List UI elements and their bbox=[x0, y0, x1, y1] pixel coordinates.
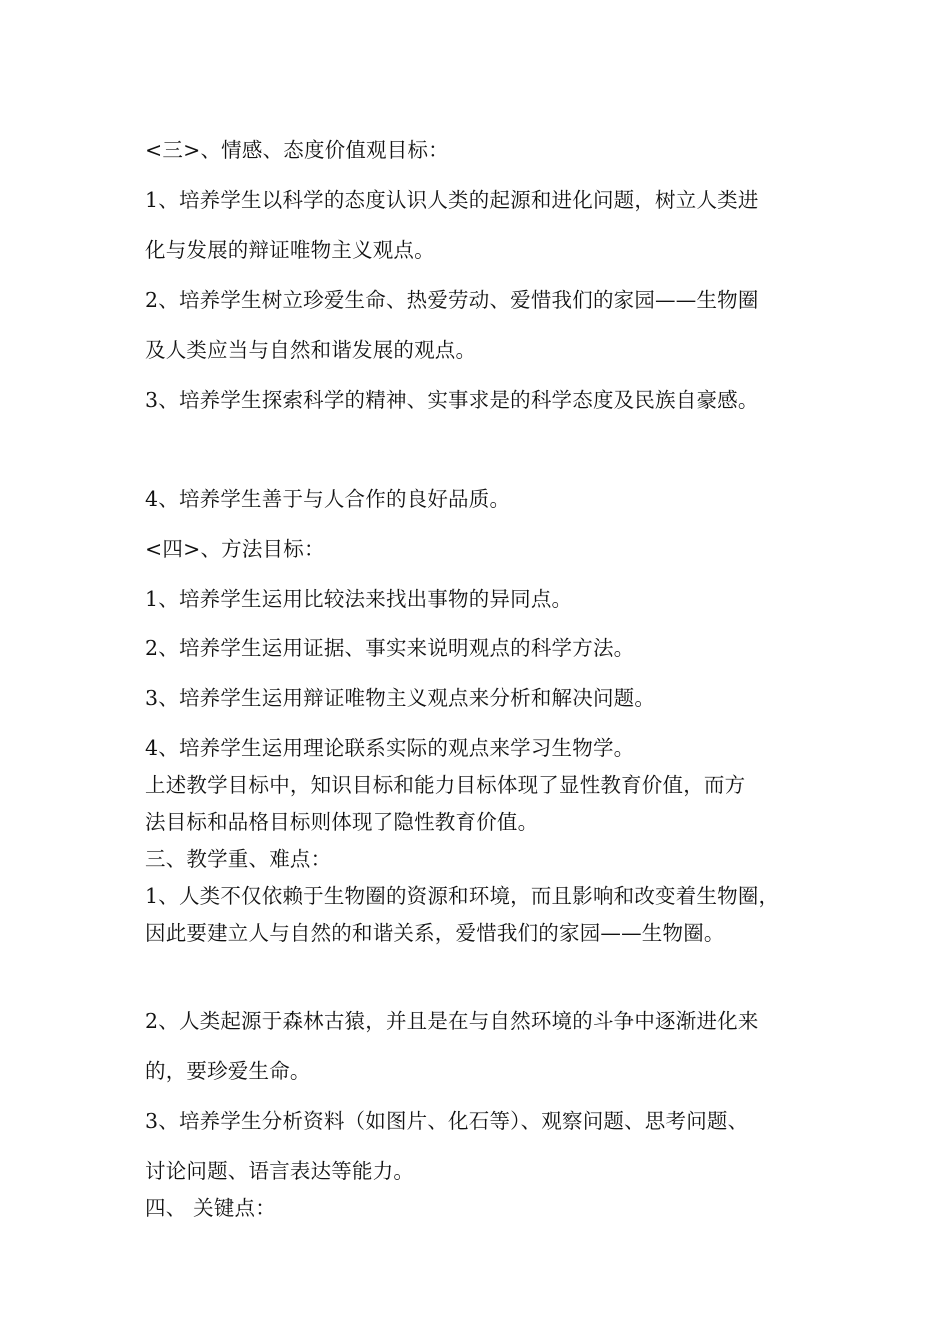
paragraph-line: 2、培养学生树立珍爱生命、热爱劳动、爱惜我们的家园——生物圈 bbox=[145, 288, 759, 312]
paragraph-line: 4、培养学生善于与人合作的良好品质。 bbox=[145, 487, 511, 511]
paragraph-line: 3、培养学生探索科学的精神、实事求是的科学态度及民族自豪感。 bbox=[145, 388, 759, 412]
paragraph-line: 讨论问题、语言表达等能力。 bbox=[145, 1159, 415, 1183]
paragraph-line: 1、人类不仅依赖于生物圈的资源和环境，而且影响和改变着生物圈， bbox=[145, 884, 780, 908]
paragraph-line: 3、培养学生分析资料（如图片、化石等）、观察问题、思考问题、 bbox=[145, 1109, 749, 1133]
paragraph-line: 1、培养学生运用比较法来找出事物的异同点。 bbox=[145, 587, 573, 611]
paragraph-line: 1、培养学生以科学的态度认识人类的起源和进化问题，树立人类进 bbox=[145, 188, 759, 212]
paragraph-line: 因此要建立人与自然的和谐关系，爱惜我们的家园——生物圈。 bbox=[145, 921, 725, 945]
paragraph-line: 及人类应当与自然和谐发展的观点。 bbox=[145, 338, 477, 362]
section-heading-key-points: 四、 关键点： bbox=[145, 1196, 276, 1220]
paragraph-line: 4、培养学生运用理论联系实际的观点来学习生物学。 bbox=[145, 736, 635, 760]
paragraph-line: 3、培养学生运用辩证唯物主义观点来分析和解决问题。 bbox=[145, 686, 656, 710]
section-heading-affective-goals: <三>、情感、态度价值观目标： bbox=[145, 138, 449, 162]
paragraph-line: 2、培养学生运用证据、事实来说明观点的科学方法。 bbox=[145, 636, 635, 660]
paragraph-line: 上述教学目标中，知识目标和能力目标体现了显性教育价值，而方 bbox=[145, 773, 746, 797]
section-heading-method-goals: <四>、方法目标： bbox=[145, 537, 325, 561]
section-heading-key-difficulties: 三、教学重、难点： bbox=[145, 847, 332, 871]
paragraph-line: 的，要珍爱生命。 bbox=[145, 1059, 311, 1083]
paragraph-line: 2、人类起源于森林古猿，并且是在与自然环境的斗争中逐渐进化来 bbox=[145, 1009, 759, 1033]
paragraph-line: 化与发展的辩证唯物主义观点。 bbox=[145, 238, 435, 262]
paragraph-line: 法目标和品格目标则体现了隐性教育价值。 bbox=[145, 810, 539, 834]
